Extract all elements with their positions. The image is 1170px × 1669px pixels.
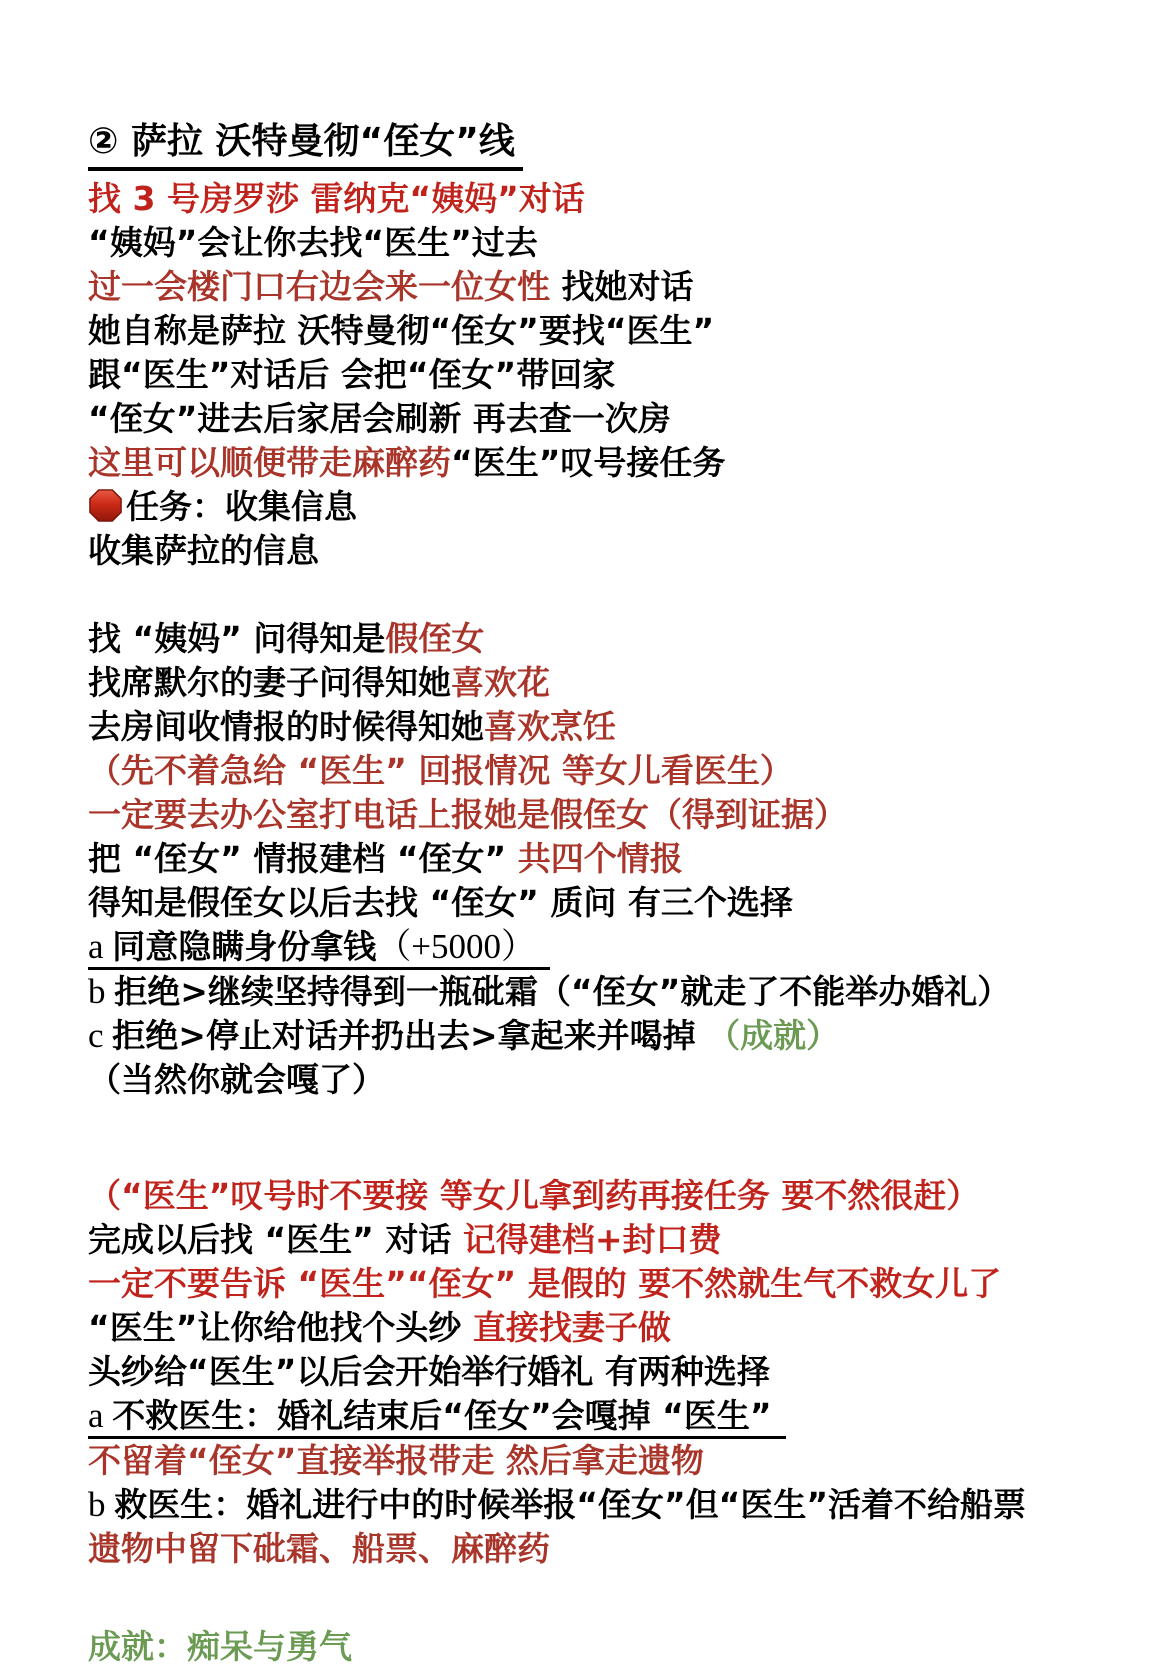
text-line	[88, 1014, 1110, 1102]
text-segment: 遗物中留下砒霜、船票、麻醉药	[88, 1529, 550, 1568]
text-line	[88, 661, 1110, 705]
text-line	[88, 1262, 1110, 1306]
page-title: ② 萨拉 沃特曼彻“侄女”线	[88, 118, 523, 171]
text-segment: 得知是假侄女以后去找 “侄女” 质问 有三个选择	[88, 883, 793, 922]
text-line	[88, 397, 1110, 441]
text-segment: “姨妈”会让你去找“医生”过去	[88, 223, 538, 262]
text-line	[88, 221, 1110, 265]
text-segment: （“医生”叹号时不要接 等女儿拿到药再接任务 要不然很赶）	[88, 1176, 980, 1215]
text-line	[88, 309, 1110, 353]
blank-line	[88, 1571, 1110, 1625]
text-segment: 假侄女	[385, 619, 485, 658]
text-segment: 她自称是萨拉 沃特曼彻“侄女”要找“医生”	[88, 311, 715, 350]
text-segment: 共四个情报	[517, 839, 683, 878]
text-line	[88, 793, 1110, 837]
text-line	[88, 925, 1110, 970]
text-segment: b	[88, 972, 115, 1011]
text-segment: 跟“医生”对话后 会把“侄女”带回家	[88, 355, 616, 394]
text-segment: （成就）	[707, 1016, 840, 1055]
text-segment: “侄女”进去后家居会刷新 再去查一次房	[88, 399, 671, 438]
text-line	[88, 1174, 1110, 1218]
text-segment: “医生”叹号接任务	[451, 443, 726, 482]
text-line	[88, 1350, 1110, 1394]
text-segment: a	[88, 1396, 113, 1435]
underlined-text	[88, 1396, 786, 1439]
text-segment: 一定不要告诉 “医生”“侄女” 是假的 要不然就生气不救女儿了	[88, 1264, 1002, 1303]
stop-octagon-icon	[88, 488, 123, 523]
text-line	[88, 1527, 1110, 1571]
text-segment: 记得建档+封口费	[462, 1220, 722, 1259]
text-segment: 找 “姨妈” 问得知是	[88, 619, 386, 658]
underlined-text	[88, 927, 550, 970]
text-segment: （当然你就会嘎了）	[88, 1060, 385, 1099]
text-segment: （+5000）	[376, 927, 537, 966]
text-segment: 找席默尔的妻子问得知她	[88, 663, 451, 702]
text-line	[88, 353, 1110, 397]
text-segment: 任务：收集信息	[126, 487, 357, 526]
text-segment: c	[88, 1016, 113, 1055]
text-segment: 完成以后找 “医生” 对话	[88, 1220, 463, 1259]
text-line	[88, 1306, 1110, 1350]
text-line	[88, 1625, 1110, 1669]
text-line	[88, 749, 1110, 793]
text-line	[88, 1439, 1110, 1483]
text-line	[88, 837, 1110, 881]
text-segment: 不救医生：婚礼结束后“侄女”会嘎掉 “医生”	[112, 1396, 772, 1435]
text-segment: （先不着急给 “医生” 回报情况 等女儿看医生）	[88, 751, 793, 790]
text-segment: 救医生：婚礼进行中的时候举报“侄女”但“医生”活着不给船票	[114, 1485, 1027, 1524]
text-segment: a	[88, 927, 113, 966]
text-segment: 喜欢花	[451, 663, 550, 702]
text-segment: b	[88, 1485, 115, 1524]
text-line	[88, 177, 1110, 221]
section-heading	[88, 118, 1110, 177]
text-line	[88, 441, 1110, 485]
text-line	[88, 1394, 1110, 1439]
text-segment: “医生”让你给他找个头纱	[88, 1308, 473, 1347]
text-line	[88, 1483, 1110, 1527]
text-body	[88, 177, 1110, 1669]
text-segment: 喜欢烹饪	[484, 707, 616, 746]
text-segment: 同意隐瞒身份拿钱	[112, 927, 377, 966]
text-segment: 这里可以顺便带走麻醉药	[88, 443, 451, 482]
text-segment: 找她对话	[550, 267, 694, 306]
text-segment: 收集萨拉的信息	[88, 531, 319, 570]
text-line	[88, 705, 1110, 749]
text-line	[88, 617, 1110, 661]
text-segment: 去房间收情报的时候得知她	[88, 707, 484, 746]
text-segment: 把 “侄女” 情报建档 “侄女”	[88, 839, 518, 878]
text-segment: 头纱给“医生”以后会开始举行婚礼 有两种选择	[88, 1352, 770, 1391]
text-line	[88, 881, 1110, 925]
text-line	[88, 1218, 1110, 1262]
text-segment: 拒绝>停止对话并扔出去>拿起来并喝掉	[112, 1016, 708, 1055]
text-segment: 一定要去办公室打电话上报她是假侄女（得到证据）	[88, 795, 847, 834]
text-line	[88, 970, 1110, 1014]
text-segment: 过一会楼门口右边会来一位女性	[88, 267, 550, 306]
text-segment: 不留着“侄女”直接举报带走 然后拿走遗物	[88, 1441, 704, 1480]
text-line	[88, 529, 1110, 573]
blank-line	[88, 573, 1110, 617]
text-segment: 拒绝>继续坚持得到一瓶砒霜（“侄女”就走了不能举办婚礼）	[114, 972, 1011, 1011]
text-line	[88, 485, 1110, 529]
text-segment: 找 3 号房罗莎 雷纳克“姨妈”对话	[88, 179, 585, 218]
text-line	[88, 265, 1110, 309]
blank-line	[88, 1102, 1110, 1174]
text-segment: 成就：痴呆与勇气	[88, 1627, 352, 1666]
text-segment: 直接找妻子做	[472, 1308, 671, 1347]
